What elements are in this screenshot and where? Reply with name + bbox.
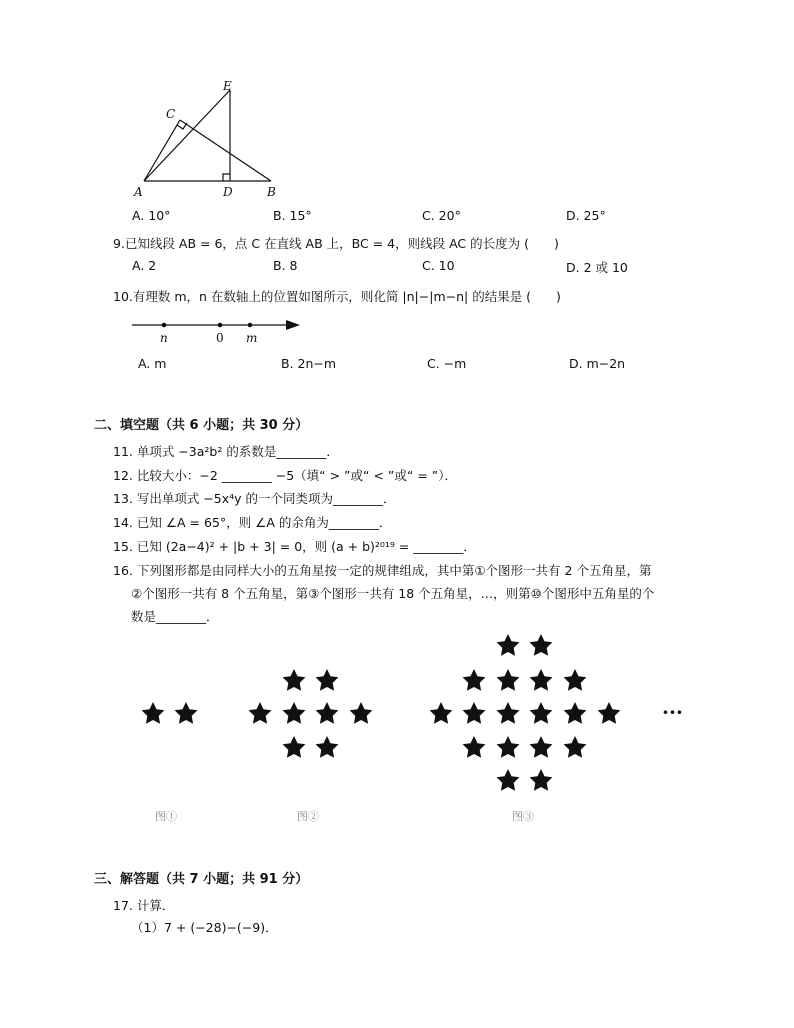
- label-a: A: [134, 185, 143, 199]
- star-icon: [497, 736, 520, 758]
- star-icon: [530, 669, 553, 691]
- star-icon: [530, 702, 553, 724]
- star-icon: [497, 702, 520, 724]
- section2-heading: 二、填空题（共 6 小题；共 30 分）: [94, 418, 309, 433]
- axis-label-m: m: [246, 331, 258, 345]
- star-pattern-figure: [0, 620, 794, 830]
- q9-option-d[interactable]: D. 2 或 10: [566, 260, 628, 275]
- star-icon: [350, 702, 373, 724]
- star-icon: [564, 702, 587, 724]
- q9-stem: [113, 234, 559, 252]
- section3-heading: 三、解答题（共 7 小题；共 91 分）: [94, 872, 309, 887]
- star-icon: [530, 769, 553, 791]
- q10-option-c[interactable]: C. −m: [427, 356, 467, 371]
- star-icon: [497, 769, 520, 791]
- triangle-figure: [130, 78, 290, 203]
- star-icon: [598, 702, 621, 724]
- q8-option-a[interactable]: A. 10°: [132, 208, 171, 223]
- star-icon: [283, 702, 306, 724]
- star-icon: [430, 702, 453, 724]
- star-icon: [316, 736, 339, 758]
- axis-label-zero: 0: [216, 331, 224, 345]
- q10-option-d[interactable]: D. m−2n: [569, 356, 626, 371]
- star-icon: [497, 634, 520, 656]
- star-icon: [463, 702, 486, 724]
- q8-option-c[interactable]: C. 20°: [422, 208, 461, 223]
- star-icon: [463, 736, 486, 758]
- q16-line1: 16. 下列图形都是由同样大小的五角星按一定的规律组成，其中第①个图形一共有 2 个五角星，第: [113, 563, 652, 578]
- q15-text: 15. 已知 (2a−4)² + |b + 3| = 0，则 (a + b)²⁰¹⁹ = ________．: [113, 539, 476, 554]
- q17-part1: （1）7 + (−28)−(−9)．: [131, 920, 278, 935]
- q10-number: 10.: [113, 289, 133, 304]
- q9-option-b[interactable]: B. 8: [273, 258, 298, 273]
- q9-text: 已知线段 AB = 6，点 C 在直线 AB 上，BC = 4，则线段 AC 的长度为 ( ): [124, 236, 559, 251]
- star-icon: [142, 702, 165, 724]
- q14-text: 14. 已知 ∠A = 65°，则 ∠A 的余角为________．: [113, 515, 392, 530]
- label-e: E: [223, 79, 232, 93]
- star-icon: [316, 702, 339, 724]
- q11-text: 11. 单项式 −3a²b² 的系数是________．: [113, 444, 339, 459]
- star-icon: [316, 669, 339, 691]
- axis-label-n: n: [160, 331, 168, 345]
- label-b: B: [267, 185, 276, 199]
- q12-text: 12. 比较大小：−2 ________ −5（填“ > ”或“ < ”或“ = ”）．: [113, 468, 458, 483]
- star-icon: [530, 634, 553, 656]
- caption-fig2: 图②: [297, 810, 319, 823]
- caption-fig1: 图①: [155, 810, 177, 823]
- q10-text: 有理数 m，n 在数轴上的位置如图所示，则化简 |n|−|m−n| 的结果是 ( ): [132, 289, 561, 304]
- ellipsis: ···: [662, 700, 683, 724]
- star-icon: [497, 669, 520, 691]
- q10-stem: [113, 287, 561, 305]
- q16-line3: 数是________．: [131, 609, 219, 624]
- caption-fig3: 图③: [512, 810, 534, 823]
- number-line-figure: [128, 315, 308, 347]
- q9-option-a[interactable]: A. 2: [132, 258, 157, 273]
- label-d: D: [223, 185, 233, 199]
- star-icon: [463, 669, 486, 691]
- star-icon: [175, 702, 198, 724]
- q9-option-c[interactable]: C. 10: [422, 258, 455, 273]
- q9-number: 9.: [113, 236, 125, 251]
- q10-option-b[interactable]: B. 2n−m: [281, 356, 337, 371]
- q16-line2: ②个图形一共有 8 个五角星，第③个图形一共有 18 个五角星，…，则第⑩个图形中五角星的个: [131, 586, 655, 601]
- label-c: C: [166, 107, 176, 121]
- star-icon: [283, 669, 306, 691]
- q13-text: 13. 写出单项式 −5x⁴y 的一个同类项为________．: [113, 491, 396, 506]
- star-icon: [564, 736, 587, 758]
- q8-option-d[interactable]: D. 25°: [566, 208, 606, 223]
- star-icon: [249, 702, 272, 724]
- q8-option-b[interactable]: B. 15°: [273, 208, 312, 223]
- q10-option-a[interactable]: A. m: [138, 356, 167, 371]
- q17-title: 17. 计算．: [113, 898, 175, 913]
- star-icon: [564, 669, 587, 691]
- star-icon: [283, 736, 306, 758]
- star-icon: [530, 736, 553, 758]
